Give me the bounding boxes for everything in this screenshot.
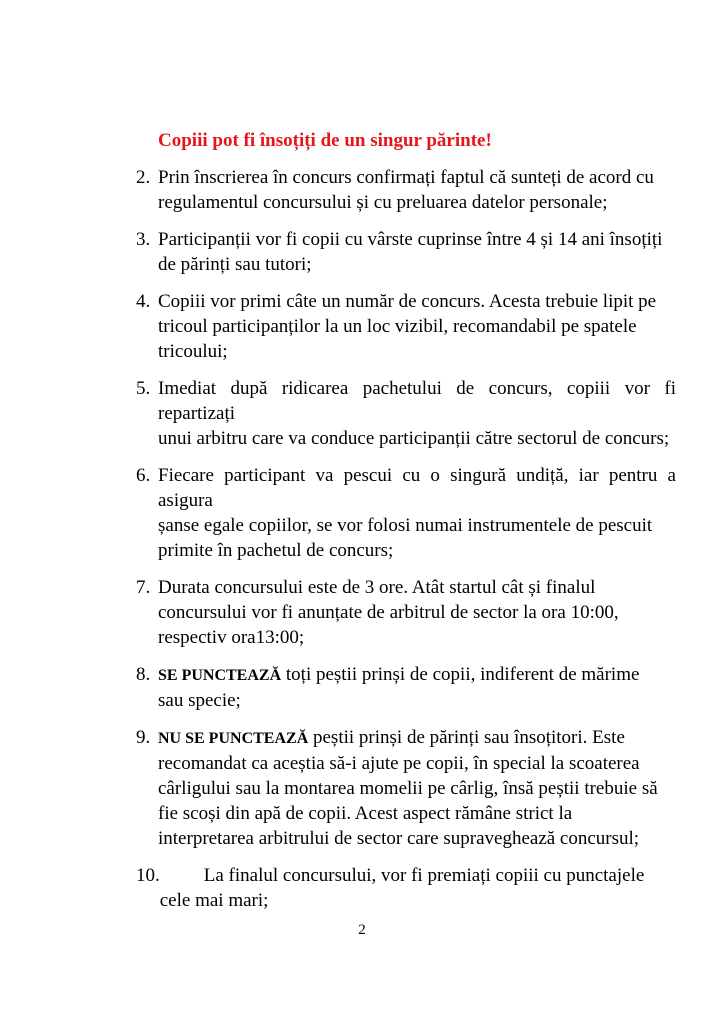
page-number: 2 <box>358 922 366 938</box>
list-item <box>136 463 676 563</box>
item-text: Participanții vor fi copii cu vârste cuprinse între 4 și 14 ani însoțiți de părinți sau tutori; <box>158 229 663 275</box>
list-item <box>136 376 676 451</box>
item-number: 8. <box>136 664 151 685</box>
item-text: NU SE PUNCTEAZĂ peștii prinși de părinți sau însoțitori. Este recomandat ca aceștia să-i ajute pe copii, în special la scoaterea cârligului sau la montarea momelii pe cârlig, însă peștii trebuie să fie scoși din apă de copii. Acest aspect rămâne strict la interpretarea arbitrului de sector care supraveghează concursul; <box>158 727 658 849</box>
list-item <box>136 725 676 851</box>
item-text: Imediat după ridicarea pachetului de concurs, copiii vor fi repartizați unui arbitru care va conduce participanții către sectorul de concurs; <box>158 378 676 449</box>
item-text: Prin înscrierea în concurs confirmați faptul că sunteți de acord cu regulamentul concursului și cu preluarea datelor personale; <box>158 167 654 213</box>
list-item <box>136 165 676 215</box>
item-number: 10. <box>136 865 160 886</box>
keyword-bold: SE PUNCTEAZĂ <box>158 667 282 684</box>
item-number: 6. <box>136 465 151 486</box>
item-number: 2. <box>136 167 151 188</box>
rules-list <box>136 165 676 925</box>
item-text: La finalul concursului, vor fi premiați copiii cu punctajele cele mai mari; <box>159 865 645 911</box>
list-item <box>136 863 676 913</box>
item-text: Fiecare participant va pescui cu o singură undiță, iar pentru a asigura șanse egale copiilor, se vor folosi numai instrumentele de pescuit primite în pachetul de concurs; <box>158 465 676 561</box>
item-text: Durata concursului este de 3 ore. Atât startul cât și finalul concursului vor fi anunțate de arbitrul de sector la ora 10:00, respectiv ora13:00; <box>158 577 619 648</box>
item-number: 5. <box>136 378 151 399</box>
list-item <box>136 227 676 277</box>
item-text: SE PUNCTEAZĂ toți peștii prinși de copii, indiferent de mărime sau specie; <box>158 664 640 711</box>
list-item <box>136 662 676 713</box>
list-item <box>136 289 676 364</box>
keyword-bold: NU SE PUNCTEAZĂ <box>158 730 309 747</box>
item-number: 3. <box>136 229 151 250</box>
item-text: Copiii vor primi câte un număr de concurs. Acesta trebuie lipit pe tricoul participanților la un loc vizibil, recomandabil pe spatele tricoului; <box>158 291 657 362</box>
item-number: 7. <box>136 577 151 598</box>
item-number: 9. <box>136 727 151 748</box>
list-item <box>136 575 676 650</box>
warning-heading: Copiii pot fi însoțiți de un singur părinte! <box>158 130 492 151</box>
item-number: 4. <box>136 291 151 312</box>
